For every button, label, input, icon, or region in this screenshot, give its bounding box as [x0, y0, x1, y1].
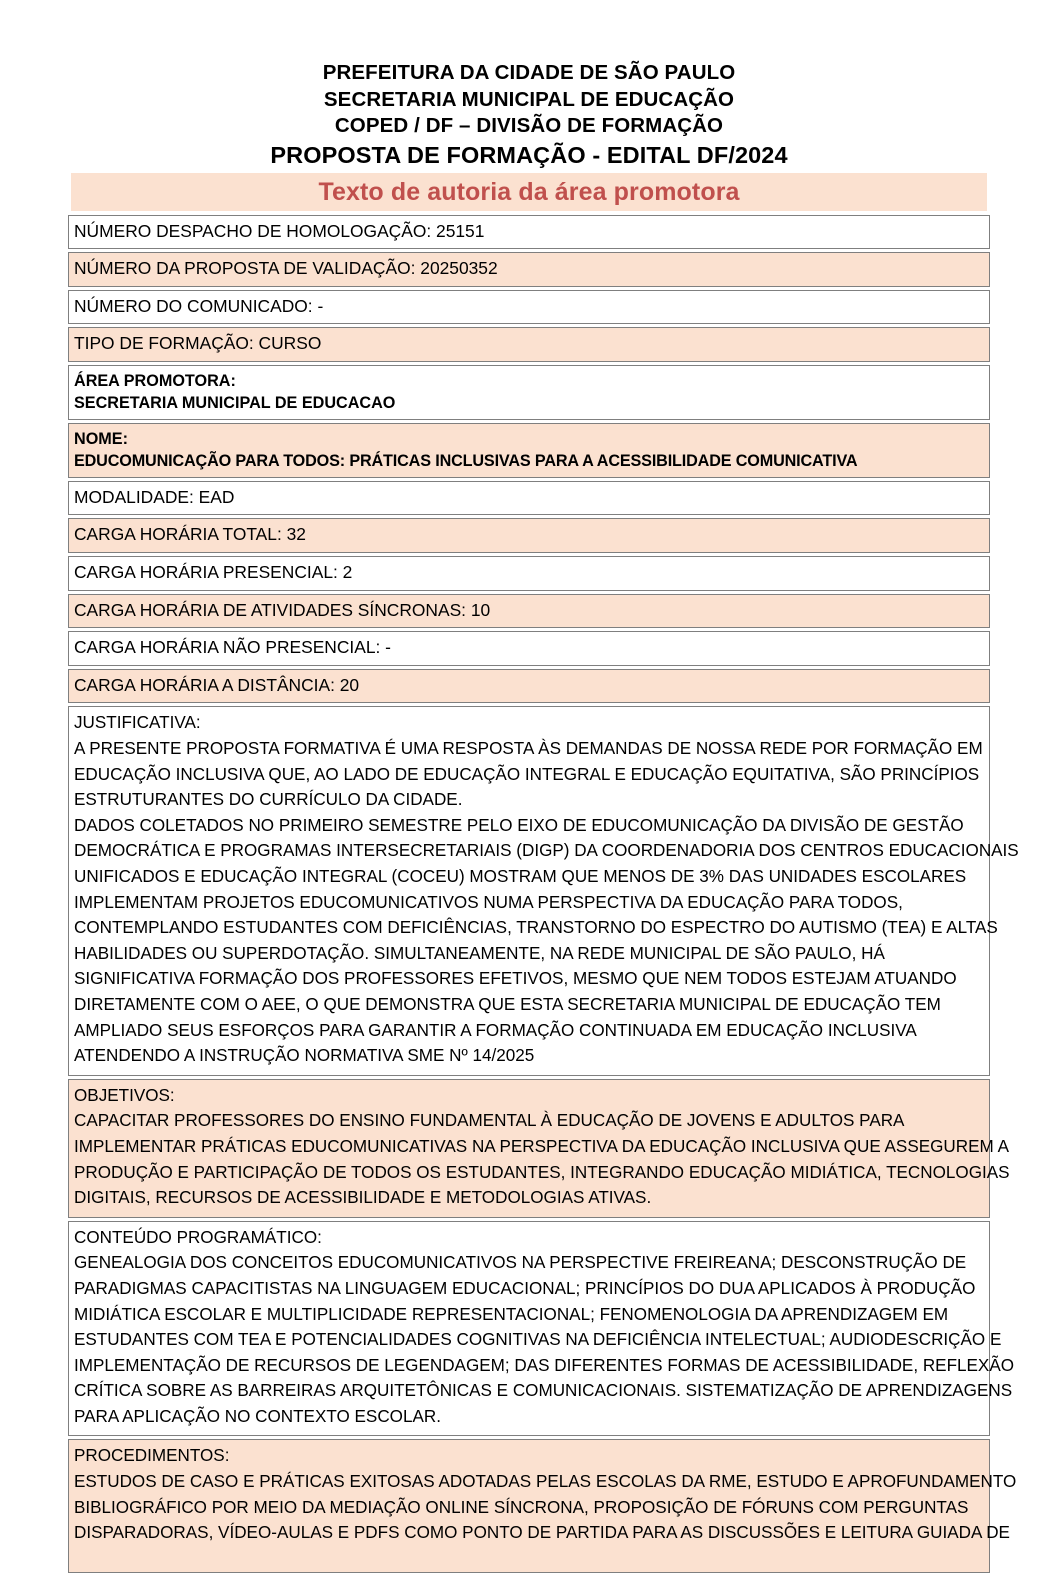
text-line: UNIFICADOS E EDUCAÇÃO INTEGRAL (COCEU) MOSTRAM QUE MENOS DE 3% DAS UNIDADES ESCOLARES — [74, 867, 967, 886]
document-header — [0, 0, 1058, 170]
text-line: DEMOCRÁTICA E PROGRAMAS INTERSECRETARIAIS (DIGP) DA COORDENADORIA DOS CENTROS EDUCACIONAIS — [74, 841, 1019, 861]
text-line: AMPLIADO SEUS ESFORÇOS PARA GARANTIR A FORMAÇÃO CONTINUADA EM EDUCAÇÃO INCLUSIVA — [74, 1020, 917, 1040]
section-procedimentos-label: PROCEDIMENTOS: — [74, 1446, 230, 1466]
field-area-promotora-label: ÁREA PROMOTORA: — [74, 371, 236, 390]
section-justificativa-body — [74, 736, 1019, 1069]
field-carga-presencial-text: CARGA HORÁRIA PRESENCIAL: 2 — [74, 562, 353, 583]
field-tipo-formacao — [68, 327, 990, 362]
text-line: PARA APLICAÇÃO NO CONTEXTO ESCOLAR. — [74, 1406, 441, 1426]
field-modalidade — [68, 481, 990, 516]
text-line: GENEALOGIA DOS CONCEITOS EDUCOMUNICATIVOS NA PERSPECTIVE FREIREANA; DESCONSTRUÇÃO DE — [74, 1253, 967, 1273]
field-nome-value: EDUCOMUNICAÇÃO PARA TODOS: PRÁTICAS INCLUSIVAS PARA A ACESSIBILIDADE COMUNICATIVA — [74, 451, 858, 470]
field-carga-nao-presencial — [68, 631, 990, 666]
field-carga-distancia-text: CARGA HORÁRIA A DISTÂNCIA: 20 — [74, 674, 360, 695]
text-line: CAPACITAR PROFESSORES DO ENSINO FUNDAMENTAL À EDUCAÇÃO DE JOVENS E ADULTOS PARA — [74, 1111, 905, 1131]
text-line: ESTUDOS DE CASO E PRÁTICAS EXITOSAS ADOTADAS PELAS ESCOLAS DA RME, ESTUDO E APROFUNDAMENTO — [74, 1472, 1017, 1492]
field-area-promotora — [68, 365, 990, 420]
section-procedimentos — [68, 1439, 1017, 1572]
text-line: IMPLEMENTAM PROJETOS EDUCOMUNICATIVOS NUMA PERSPECTIVA DA EDUCAÇÃO PARA TODOS, — [74, 892, 903, 912]
header-line-1: PREFEITURA DA CIDADE DE SÃO PAULO — [322, 61, 736, 84]
field-nome — [68, 423, 990, 478]
text-line: DIRETAMENTE COM O AEE, O QUE DEMONSTRA QUE ESTA SECRETARIA MUNICIPAL DE EDUCAÇÃO TEM — [74, 994, 941, 1014]
section-objetivos — [68, 1079, 1010, 1218]
proposal-fields-table — [68, 215, 1019, 1573]
section-objetivos-label: OBJETIVOS: — [74, 1085, 175, 1105]
field-carga-sincronas-text: CARGA HORÁRIA DE ATIVIDADES SÍNCRONAS: 10 — [74, 599, 491, 620]
field-comunicado — [68, 290, 990, 325]
text-line: PRODUÇÃO E PARTICIPAÇÃO DE TODOS OS ESTUDANTES, INTEGRANDO EDUCAÇÃO MIDIÁTICA, TECNOLOGIAS — [74, 1162, 1010, 1182]
section-objetivos-body — [74, 1108, 1010, 1210]
text-line: A PRESENTE PROPOSTA FORMATIVA É UMA RESPOSTA ÀS DEMANDAS DE NOSSA REDE POR FORMAÇÃO EM — [74, 739, 983, 759]
text-line: DIGITAIS, RECURSOS DE ACESSIBILIDADE E METODOLOGIAS ATIVAS. — [74, 1188, 652, 1208]
field-despacho-homologacao-text: NÚMERO DESPACHO DE HOMOLOGAÇÃO: 25151 — [74, 220, 485, 241]
field-modalidade-text: MODALIDADE: EAD — [74, 486, 235, 507]
text-line: EDUCAÇÃO INCLUSIVA QUE, AO LADO DE EDUCAÇÃO INTEGRAL E EDUCAÇÃO EQUITATIVA, SÃO PRINCÍPIOS — [74, 764, 980, 784]
text-line: ESTRUTURANTES DO CURRÍCULO DA CIDADE. — [74, 790, 463, 810]
field-area-promotora-value: SECRETARIA MUNICIPAL DE EDUCACAO — [74, 393, 396, 412]
field-carga-nao-presencial-text: CARGA HORÁRIA NÃO PRESENCIAL: - — [74, 637, 391, 658]
text-line: PARADIGMAS CAPACITISTAS NA LINGUAGEM EDUCACIONAL; PRINCÍPIOS DO DUA APLICADOS À PRODUÇÃO — [74, 1278, 976, 1298]
text-line: SIGNIFICATIVA FORMAÇÃO DOS PROFESSORES EFETIVOS, MESMO QUE NEM TODOS ESTEJAM ATUANDO — [74, 969, 957, 989]
text-line: CRÍTICA SOBRE AS BARREIRAS ARQUITETÔNICAS E COMUNICACIONAIS. SISTEMATIZAÇÃO DE APRENDIZAGENS — [74, 1381, 1013, 1401]
text-line: MIDIÁTICA ESCOLAR E MULTIPLICIDADE REPRESENTACIONAL; FENOMENOLOGIA DA APRENDIZAGEM EM — [74, 1304, 949, 1324]
section-conteudo-programatico — [68, 1221, 1015, 1437]
field-comunicado-text: NÚMERO DO COMUNICADO: - — [74, 295, 324, 316]
field-nome-label: NOME: — [74, 429, 128, 448]
field-proposta-validacao — [68, 252, 990, 287]
field-carga-sincronas — [68, 594, 990, 629]
text-line: ESTUDANTES COM TEA E POTENCIALIDADES COGNITIVAS NA DEFICIÊNCIA INTELECTUAL; AUDIODESCRIÇÃO E — [74, 1330, 1002, 1350]
section-conteudo-body — [74, 1250, 1015, 1429]
text-line: IMPLEMENTAR PRÁTICAS EDUCOMUNICATIVAS NA PERSPECTIVA DA EDUCAÇÃO INCLUSIVA QUE ASSEGUREM A — [74, 1136, 1009, 1156]
text-line: CONTEMPLANDO ESTUDANTES COM DEFICIÊNCIAS, TRANSTORNO DO ESPECTRO DO AUTISMO (TEA) E ALTAS — [74, 918, 998, 938]
header-line-3: COPED / DF – DIVISÃO DE FORMAÇÃO — [334, 114, 724, 137]
field-carga-total — [68, 518, 990, 553]
text-line: DISPARADORAS, VÍDEO-AULAS E PDFS COMO PONTO DE PARTIDA PARA AS DISCUSSÕES E LEITURA GUIADA DE — [74, 1523, 1010, 1543]
section-procedimentos-body — [74, 1469, 1017, 1546]
field-carga-distancia — [68, 669, 990, 704]
section-justificativa — [68, 706, 1019, 1075]
field-proposta-validacao-text: NÚMERO DA PROPOSTA DE VALIDAÇÃO: 20250352 — [74, 258, 498, 279]
section-conteudo-label: CONTEÚDO PROGRAMÁTICO: — [74, 1227, 322, 1247]
text-line: IMPLEMENTAÇÃO DE RECURSOS DE LEGENDAGEM; DAS DIFERENTES FORMAS DE ACESSIBILIDADE, REFLEXÃO — [74, 1355, 1015, 1375]
text-line: ATENDENDO A INSTRUÇÃO NORMATIVA SME Nº 14/2025 — [74, 1046, 535, 1066]
field-tipo-formacao-text: TIPO DE FORMAÇÃO: CURSO — [74, 333, 322, 354]
field-despacho-homologacao — [68, 215, 990, 250]
text-line: HABILIDADES OU SUPERDOTAÇÃO. SIMULTANEAMENTE, NA REDE MUNICIPAL DE SÃO PAULO, HÁ — [74, 943, 885, 963]
text-line: DADOS COLETADOS NO PRIMEIRO SEMESTRE PELO EIXO DE EDUCOMUNICAÇÃO DA DIVISÃO DE GESTÃO — [74, 815, 964, 835]
field-carga-total-text: CARGA HORÁRIA TOTAL: 32 — [74, 524, 306, 545]
header-line-2: SECRETARIA MUNICIPAL DE EDUCAÇÃO — [323, 87, 735, 111]
field-carga-presencial — [68, 556, 990, 591]
section-justificativa-label: JUSTIFICATIVA: — [74, 713, 201, 733]
header-line-4: PROPOSTA DE FORMAÇÃO - EDITAL DF/2024 — [270, 141, 788, 168]
text-line: BIBLIOGRÁFICO POR MEIO DA MEDIAÇÃO ONLINE SÍNCRONA, PROPOSIÇÃO DE FÓRUNS COM PERGUNTAS — [74, 1497, 969, 1517]
section-banner-title: Texto de autoria da área promotora — [71, 173, 987, 211]
